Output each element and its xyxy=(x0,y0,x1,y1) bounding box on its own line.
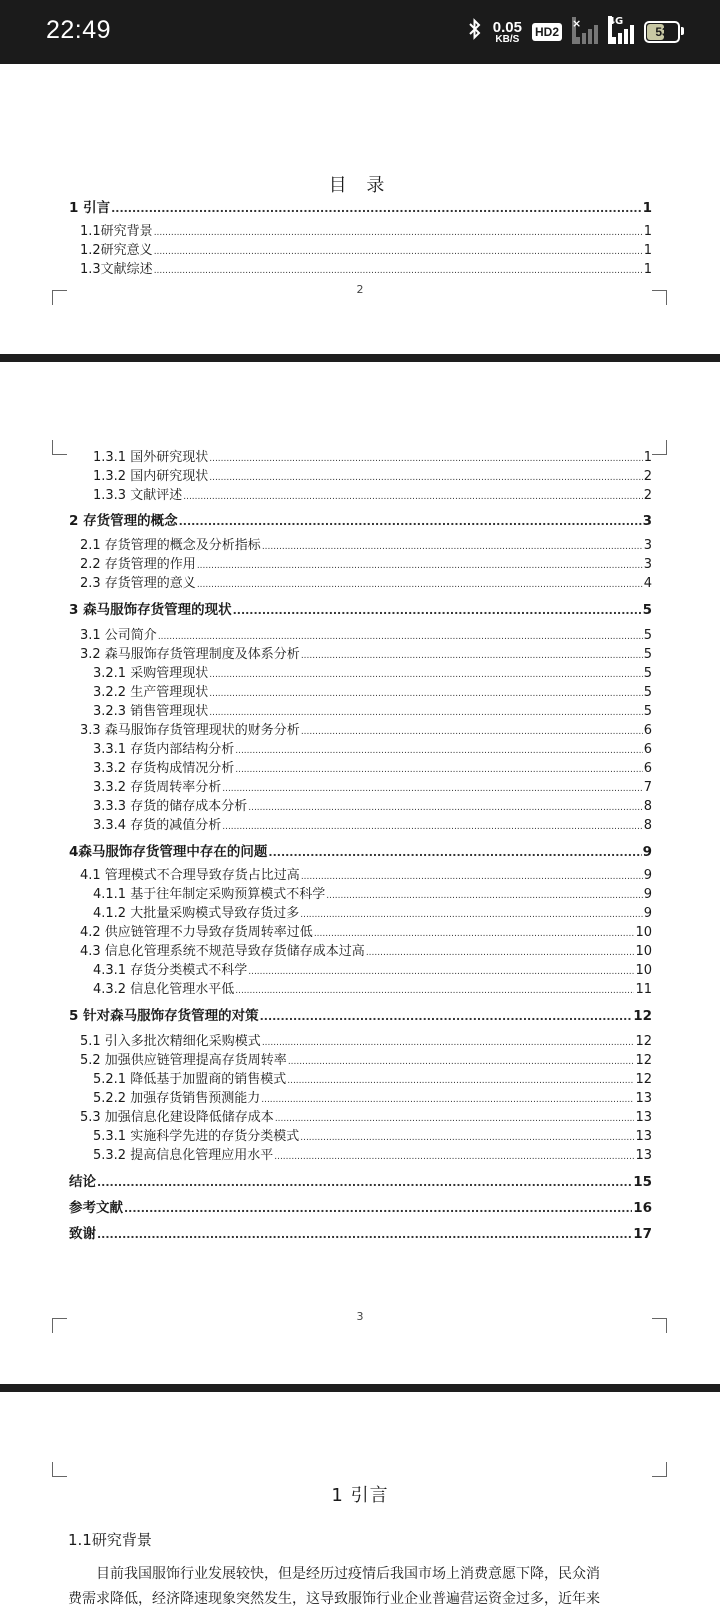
toc-entry-title: 3.2.3 销售管理现状 xyxy=(93,704,209,719)
subsection-title: 1.1研究背景 xyxy=(68,1531,152,1549)
toc-entry[interactable] xyxy=(69,978,652,996)
toc-entry-title: 5.1 引入多批次精细化采购模式 xyxy=(80,1034,261,1049)
toc-entry-page: 6 xyxy=(643,723,652,738)
page-number: 2 xyxy=(356,283,364,296)
toc-entry[interactable] xyxy=(69,902,652,920)
toc-dot-leader xyxy=(262,542,643,552)
toc-entry-title: 1.3文献综述 xyxy=(80,262,153,277)
toc-dot-leader xyxy=(326,891,643,901)
toc-dot-leader xyxy=(301,727,643,737)
toc-entry-title: 3.2.2 生产管理现状 xyxy=(93,685,209,700)
toc-entry-title: 1.2研究意义 xyxy=(80,243,153,258)
toc-entry[interactable] xyxy=(69,624,652,642)
toc-entry-page: 5 xyxy=(643,628,652,643)
toc-dot-leader xyxy=(197,561,643,571)
toc-entry[interactable] xyxy=(69,1087,652,1105)
toc-dot-leader xyxy=(209,473,643,483)
toc-entry-page: 4 xyxy=(643,576,652,591)
toc-entry-title: 2.1 存货管理的概念及分析指标 xyxy=(80,538,261,553)
toc-entry[interactable] xyxy=(69,220,652,238)
toc-entry-page: 12 xyxy=(635,1072,652,1087)
toc-entry[interactable] xyxy=(69,921,652,939)
toc-entry[interactable] xyxy=(69,1068,652,1086)
toc-entry-page: 12 xyxy=(635,1053,652,1068)
toc-dot-leader xyxy=(268,846,641,859)
toc-entry[interactable] xyxy=(69,484,652,502)
toc-entry-page: 2 xyxy=(643,488,652,503)
paragraph-line: 目前我国服饰行业发展较快，但是经历过疫情后我国市场上消费意愿下降，民众消 xyxy=(96,1566,600,1582)
toc-entry-title: 1.3.1 国外研究现状 xyxy=(93,450,209,465)
toc-entry[interactable] xyxy=(69,239,652,257)
toc-entry-title: 4.1.1 基于往年制定采购预算模式不科学 xyxy=(93,887,326,902)
toc-entry-page: 1 xyxy=(643,224,652,239)
toc-entry-page: 7 xyxy=(643,780,652,795)
toc-entry-page: 3 xyxy=(643,538,652,553)
toc-dot-leader xyxy=(262,1038,635,1048)
toc-dot-leader xyxy=(300,910,643,920)
toc-entry-page: 5 xyxy=(643,647,652,662)
toc-entry-title: 3.3.2 存货构成情况分析 xyxy=(93,761,235,776)
toc-entry-page: 6 xyxy=(643,742,652,757)
toc-entry-title: 3 森马服饰存货管理的现状 xyxy=(69,602,232,618)
clock: 22:49 xyxy=(46,16,112,44)
toc-dot-leader xyxy=(235,986,634,996)
toc-entry-page: 13 xyxy=(635,1129,652,1144)
toc-entry-title: 结论 xyxy=(69,1174,96,1190)
toc-entry[interactable] xyxy=(69,1004,652,1022)
toc-entry-title: 致谢 xyxy=(69,1226,96,1242)
toc-entry-title: 4.3.1 存货分类模式不科学 xyxy=(93,963,248,978)
toc-entry[interactable] xyxy=(69,1222,652,1240)
toc-entry-page: 3 xyxy=(643,557,652,572)
toc-entry-page: 1 xyxy=(642,200,652,216)
toc-dot-leader xyxy=(209,708,643,718)
toc-entry[interactable] xyxy=(69,776,652,794)
toc-entry[interactable] xyxy=(69,1144,652,1162)
network-speed xyxy=(493,20,522,45)
toc-entry[interactable] xyxy=(69,864,652,882)
toc-entry[interactable] xyxy=(69,940,652,958)
toc-dot-leader xyxy=(183,492,643,502)
toc-entry[interactable] xyxy=(69,1125,652,1143)
page-divider xyxy=(0,1384,720,1392)
toc-dot-leader xyxy=(209,454,643,464)
toc-entry-title: 3.3.2 存货周转率分析 xyxy=(93,780,222,795)
toc-entry-title: 4森马服饰存货管理中存在的问题 xyxy=(69,844,268,860)
toc-entry[interactable] xyxy=(69,572,652,590)
toc-entry-page: 2 xyxy=(643,469,652,484)
toc-entry[interactable] xyxy=(69,959,652,977)
toc-entry-title: 3.1 公司简介 xyxy=(80,628,157,643)
toc-dot-leader xyxy=(248,967,634,977)
toc-dot-leader xyxy=(222,784,643,794)
toc-entry[interactable] xyxy=(69,681,652,699)
toc-entry[interactable] xyxy=(69,598,652,616)
toc-entry[interactable] xyxy=(69,719,652,737)
toc-entry[interactable] xyxy=(69,1049,652,1067)
toc-entry-title: 参考文献 xyxy=(69,1200,123,1216)
toc-entry[interactable] xyxy=(69,509,652,527)
toc-entry-title: 5.3 加强信息化建设降低储存成本 xyxy=(80,1110,274,1125)
toc-dot-leader xyxy=(314,929,635,939)
toc-dot-leader xyxy=(366,948,635,958)
toc-entry-title: 3.2.1 采购管理现状 xyxy=(93,666,209,681)
toc-dot-leader xyxy=(275,1114,635,1124)
toc-entry-page: 13 xyxy=(635,1091,652,1106)
toc-dot-leader xyxy=(260,1010,633,1023)
toc-entry-page: 5 xyxy=(643,704,652,719)
toc-entry[interactable] xyxy=(69,1030,652,1048)
battery-icon xyxy=(644,21,680,43)
toc-dot-leader xyxy=(235,746,643,756)
toc-dot-leader xyxy=(97,1228,632,1241)
toc-dot-leader xyxy=(154,266,643,276)
toc-entry-page: 16 xyxy=(633,1200,652,1216)
toc-entry-page: 1 xyxy=(643,262,652,277)
toc-entry-page: 10 xyxy=(635,944,652,959)
toc-dot-leader xyxy=(97,1176,632,1189)
toc-entry-title: 2.2 存货管理的作用 xyxy=(80,557,196,572)
toc-entry[interactable] xyxy=(69,446,652,464)
toc-entry-page: 8 xyxy=(643,799,652,814)
toc-entry-page: 5 xyxy=(643,685,652,700)
toc-dot-leader xyxy=(301,872,643,882)
battery-level: 53 xyxy=(655,25,669,39)
toc-entry[interactable] xyxy=(69,465,652,483)
toc-dot-leader xyxy=(124,1202,632,1215)
toc-dot-leader xyxy=(222,822,643,832)
status-icons xyxy=(467,14,680,50)
toc-entry-title: 5.3.1 实施科学先进的存货分类模式 xyxy=(93,1129,300,1144)
section-title: 1 引言 xyxy=(331,1485,389,1506)
toc-entry-page: 10 xyxy=(635,963,652,978)
toc-dot-leader xyxy=(197,580,643,590)
toc-entry-title: 1.1研究背景 xyxy=(80,224,153,239)
toc-entry-title: 4.1.2 大批量采购模式导致存货过多 xyxy=(93,906,300,921)
toc-entry-title: 2.3 存货管理的意义 xyxy=(80,576,196,591)
toc-entry-page: 12 xyxy=(633,1008,652,1024)
toc-entry[interactable] xyxy=(69,258,652,276)
toc-entry-page: 13 xyxy=(635,1110,652,1125)
toc-entry-title: 4.1 管理模式不合理导致存货占比过高 xyxy=(80,868,300,883)
toc-entry-title: 3.3 森马服饰存货管理现状的财务分析 xyxy=(80,723,300,738)
toc-entry-page: 15 xyxy=(633,1174,652,1190)
toc-entry-title: 5 针对森马服饰存货管理的对策 xyxy=(69,1008,259,1024)
toc-entry-page: 1 xyxy=(643,243,652,258)
hd-voice-badge: HD2 xyxy=(532,23,562,41)
toc-dot-leader xyxy=(233,604,642,617)
network-speed-unit: KB/S xyxy=(495,33,520,45)
bluetooth-icon xyxy=(467,17,483,47)
toc-entry-page: 9 xyxy=(642,844,652,860)
toc-entry[interactable] xyxy=(69,738,652,756)
toc-entry-page: 6 xyxy=(643,761,652,776)
toc-entry-page: 1 xyxy=(643,450,652,465)
toc-entry-title: 5.2.1 降低基于加盟商的销售模式 xyxy=(93,1072,287,1087)
toc-entry-title: 4.3.2 信息化管理水平低 xyxy=(93,982,235,997)
toc-dot-leader xyxy=(288,1057,635,1067)
toc-entry-title: 4.2 供应链管理不力导致存货周转率过低 xyxy=(80,925,313,940)
toc-entry-page: 11 xyxy=(635,982,652,997)
toc-dot-leader xyxy=(261,1095,634,1105)
toc-entry-page: 17 xyxy=(633,1226,652,1242)
toc-entry-page: 9 xyxy=(643,868,652,883)
toc-dot-leader xyxy=(179,515,642,528)
toc-dot-leader xyxy=(274,1152,634,1162)
toc-entry-title: 5.2 加强供应链管理提高存货周转率 xyxy=(80,1053,287,1068)
toc-entry[interactable] xyxy=(69,553,652,571)
page-divider xyxy=(0,354,720,362)
toc-entry-title: 4.3 信息化管理系统不规范导致存货储存成本过高 xyxy=(80,944,365,959)
toc-dot-leader xyxy=(158,632,643,642)
toc-dot-leader xyxy=(300,1133,634,1143)
toc-entry-page: 8 xyxy=(643,818,652,833)
toc-entry[interactable] xyxy=(69,196,652,214)
toc-entry-page: 5 xyxy=(642,602,652,618)
toc-entry[interactable] xyxy=(69,662,652,680)
toc-dot-leader xyxy=(287,1076,634,1086)
paragraph-line: 费需求降低，经济降速现象突然发生，这导致服饰行业企业普遍营运资金过多，近年来 xyxy=(68,1591,600,1607)
toc-entry-title: 1.3.2 国内研究现状 xyxy=(93,469,209,484)
signal-strength-icon-sim1 xyxy=(572,17,598,44)
toc-dot-leader xyxy=(235,765,643,775)
toc-entry-page: 13 xyxy=(635,1148,652,1163)
toc-dot-leader xyxy=(209,689,643,699)
toc-entry[interactable] xyxy=(69,814,652,832)
status-bar xyxy=(0,0,720,64)
toc-entry[interactable] xyxy=(69,700,652,718)
toc-entry[interactable] xyxy=(69,1196,652,1214)
toc-entry-page: 3 xyxy=(642,513,652,529)
toc-entry[interactable] xyxy=(69,1170,652,1188)
toc-entry[interactable] xyxy=(69,795,652,813)
toc-entry[interactable] xyxy=(69,840,652,858)
toc-entry-title: 5.3.2 提高信息化管理应用水平 xyxy=(93,1148,274,1163)
toc-entry-title: 3.3.4 存货的减值分析 xyxy=(93,818,222,833)
toc-dot-leader xyxy=(209,670,643,680)
toc-entry-title: 2 存货管理的概念 xyxy=(69,513,178,529)
signal-strength-icon-sim2 xyxy=(608,16,634,44)
toc-entry-title: 3.2 森马服饰存货管理制度及体系分析 xyxy=(80,647,300,662)
toc-entry-page: 12 xyxy=(635,1034,652,1049)
page-number: 3 xyxy=(356,1310,364,1323)
toc-dot-leader xyxy=(111,202,642,215)
body-paragraph xyxy=(68,1562,651,1612)
toc-entry-page: 9 xyxy=(643,887,652,902)
toc-dot-leader xyxy=(301,651,643,661)
toc-entry-page: 9 xyxy=(643,906,652,921)
toc-entry[interactable] xyxy=(69,1106,652,1124)
toc-list-page-3 xyxy=(69,450,652,1255)
toc-entry-title: 1.3.3 文献评述 xyxy=(93,488,183,503)
toc-dot-leader xyxy=(248,803,643,813)
toc-entry[interactable] xyxy=(69,883,652,901)
toc-entry-title: 3.3.3 存货的储存成本分析 xyxy=(93,799,248,814)
toc-entry-title: 5.2.2 加强存货销售预测能力 xyxy=(93,1091,261,1106)
toc-entry-title: 3.3.1 存货内部结构分析 xyxy=(93,742,235,757)
toc-dot-leader xyxy=(154,228,643,238)
toc-dot-leader xyxy=(154,247,643,257)
toc-list-page-2 xyxy=(69,196,652,286)
toc-entry[interactable] xyxy=(69,534,652,552)
toc-entry[interactable] xyxy=(69,757,652,775)
network-speed-value: 0.05 xyxy=(492,18,522,36)
toc-entry-title: 1 引言 xyxy=(69,200,111,216)
toc-entry-page: 5 xyxy=(643,666,652,681)
toc-entry-page: 10 xyxy=(635,925,652,940)
network-type: 4G xyxy=(608,16,612,44)
toc-title: 目 录 xyxy=(328,175,392,196)
no-signal-mark-icon: × xyxy=(572,17,576,44)
toc-entry[interactable] xyxy=(69,643,652,661)
